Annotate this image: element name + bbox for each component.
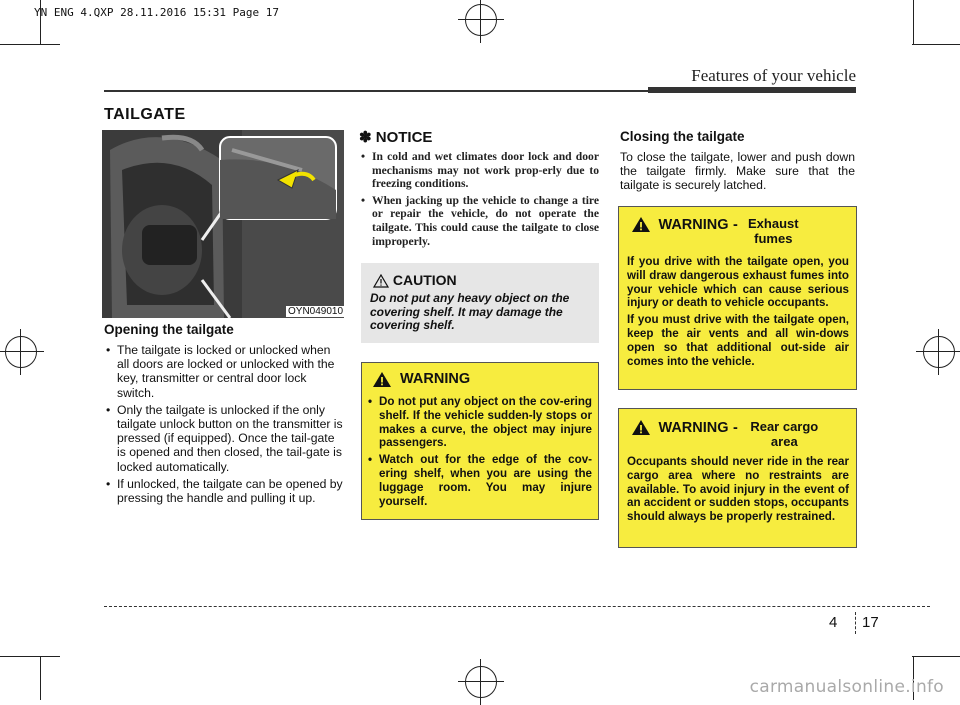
warning-icon: [631, 216, 651, 233]
caution-title: CAUTION: [392, 272, 457, 288]
notice-symbol: ✽: [359, 129, 372, 146]
list-item: • In cold and wet climates door lock and door mechanisms may not work prop-erly due to freezing conditions.: [359, 150, 599, 191]
registration-mark-bottom: [465, 666, 497, 698]
closing-heading: Closing the tailgate: [620, 129, 745, 144]
header-rule: [104, 90, 652, 92]
folio-separator: [855, 612, 856, 634]
crop-mark: [912, 656, 960, 657]
warning-icon: [372, 371, 392, 388]
tailgate-drawing: [102, 130, 344, 318]
caution-icon: [373, 274, 389, 288]
warning-paragraph: If you drive with the tailgate open, you will draw dangerous exhaust fumes into your vehicle which can cause serious injury or death to vehicle occupants.: [627, 255, 849, 310]
warning-cargo-box: [618, 408, 857, 548]
warning-cargo-text: Occupants should never ride in the rear cargo area where no restraints are available. To avoid injury in the event of an accident or sudden stops, occupants should always be properly restrained.: [627, 455, 849, 524]
opening-heading: Opening the tailgate: [104, 322, 234, 337]
section-title: TAILGATE: [104, 106, 186, 123]
caution-header: [373, 272, 457, 288]
list-item: • Only the tailgate is unlocked if the only tailgate unlock button on the transmitter is pressed (if equipped). Once the tail-gate is opened and then closed, the tail-gate is locked automatically.: [104, 403, 344, 474]
registration-mark-left: [5, 336, 37, 368]
warning-subtitle: Exhaust fumes: [748, 216, 799, 246]
opening-section: [104, 322, 344, 508]
list-item: • Watch out for the edge of the cov-ering shelf, when you are using the luggage room. You may injure yourself.: [366, 453, 592, 508]
warning-exhaust-text: [627, 255, 849, 371]
notice-title: [359, 128, 432, 146]
closing-section: [620, 129, 855, 193]
warning-shelf-list: [366, 395, 592, 511]
footer-rule: [104, 606, 930, 607]
running-title: Features of your vehicle: [691, 66, 856, 85]
header-rule-thick: [648, 87, 856, 93]
list-item: • When jacking up the vehicle to change a tire or repair the vehicle, do not operate the tailgate. This could cause the tailgate to close improperly.: [359, 194, 599, 248]
registration-mark-right: [923, 336, 955, 368]
closing-text: To close the tailgate, lower and push down the tailgate firmly. Make sure that the tailgate is securely latched.: [620, 150, 855, 193]
warning-icon: [631, 419, 651, 436]
warning-paragraph: If you must drive with the tailgate open, keep the air vents and all win-dows open so that additional out-side air comes into the vehicle.: [627, 313, 849, 368]
crop-mark: [0, 656, 60, 657]
chapter-number: 4: [829, 614, 838, 631]
crop-mark: [40, 656, 41, 700]
list-item: • Do not put any object on the cov-ering shelf. If the vehicle sudden-ly stops or makes a curve, the object may injure passengers.: [366, 395, 592, 450]
warning-dash: -: [733, 420, 738, 436]
warning-title: WARNING: [658, 420, 729, 436]
warning-subtitle: Rear cargo area: [750, 419, 819, 449]
warning-exhaust-box: [618, 206, 857, 390]
opening-list: [104, 343, 344, 505]
warning-title: WARNING: [400, 371, 471, 388]
tailgate-illustration: [102, 130, 344, 318]
print-slug: YN ENG 4.QXP 28.11.2016 15:31 Page 17: [34, 6, 280, 19]
watermark: carmanualsonline.info: [749, 677, 944, 697]
warning-header: [631, 419, 851, 449]
registration-mark-top: [465, 4, 497, 36]
list-item: • If unlocked, the tailgate can be opened by pressing the handle and pulling it up.: [104, 477, 344, 505]
crop-mark: [0, 44, 60, 45]
warning-header: [372, 371, 470, 388]
figure-code: OYN049010: [288, 306, 344, 317]
crop-mark: [913, 0, 914, 44]
page-number: 17: [862, 614, 879, 631]
notice-list: [359, 150, 599, 251]
list-item: • The tailgate is locked or unlocked when all doors are locked or unlocked with the key, transmitter or central door lock switch.: [104, 343, 344, 400]
warning-shelf-box: [361, 362, 599, 520]
caution-text: Do not put any heavy object on the covering shelf. It may damage the covering shelf.: [370, 291, 570, 333]
caution-box: [361, 263, 599, 343]
notice-title-text: NOTICE: [375, 129, 433, 146]
warning-header: [631, 216, 851, 246]
warning-title: WARNING: [658, 217, 729, 233]
warning-dash: -: [733, 217, 738, 233]
crop-mark: [912, 44, 960, 45]
